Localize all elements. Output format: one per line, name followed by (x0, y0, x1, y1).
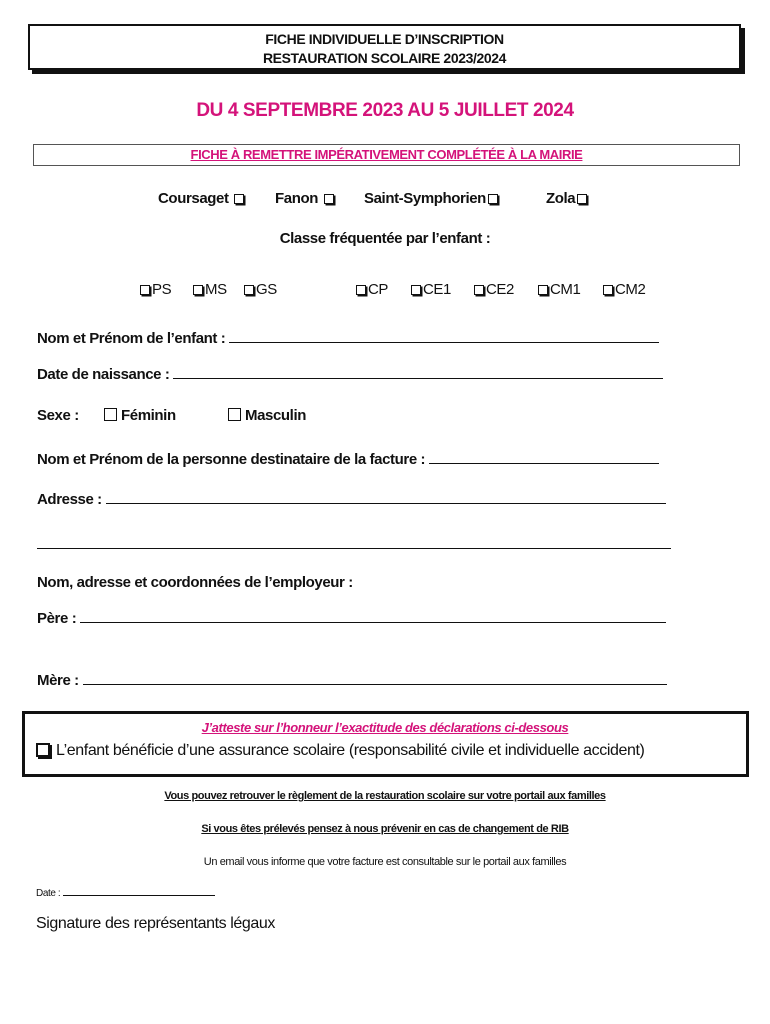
field-label: Sexe : (37, 407, 79, 424)
school-option-saint-symphorien[interactable] (364, 190, 500, 207)
checkbox-icon[interactable] (577, 194, 587, 204)
signature-label: Signature des représentants légaux (36, 915, 276, 932)
form-header (28, 24, 741, 70)
option-label: Masculin (245, 407, 306, 424)
period-dates: DU 4 SEPTEMBRE 2023 AU 5 JUILLET 2024 (196, 100, 574, 121)
field-date-naissance (37, 366, 663, 383)
level-label: CM2 (615, 281, 646, 298)
date-naissance-input-line[interactable] (173, 366, 663, 379)
checkbox-icon[interactable] (193, 285, 203, 295)
checkbox-icon[interactable] (234, 194, 244, 204)
field-employeur (37, 574, 353, 591)
field-adresse (37, 491, 666, 508)
attestation-title: J’atteste sur l’honneur l’exactitude des déclarations ci-dessous (201, 720, 569, 735)
level-option-ms[interactable] (191, 281, 227, 298)
level-label: GS (256, 281, 277, 298)
field-date (36, 886, 215, 899)
field-nom-enfant (37, 330, 659, 347)
field-label: Mère : (37, 672, 79, 689)
school-label: Coursaget (158, 190, 229, 207)
nom-enfant-input-line[interactable] (229, 330, 659, 343)
assurance-option[interactable] (34, 742, 644, 760)
school-option-zola[interactable] (546, 190, 589, 207)
field-mere (37, 672, 667, 689)
level-option-ce1[interactable] (409, 281, 451, 298)
pere-input-line[interactable] (80, 610, 666, 623)
notice-box (33, 144, 740, 166)
sexe-option-masculin[interactable] (228, 407, 306, 424)
date-label: Date : (36, 888, 61, 899)
checkbox-icon[interactable] (538, 285, 548, 295)
checkbox-icon[interactable] (324, 194, 334, 204)
level-label: PS (152, 281, 172, 298)
school-label: Zola (546, 190, 576, 207)
checkbox-icon[interactable] (228, 408, 241, 421)
rib-note: Si vous êtes prélevés pensez à nous prévenir en cas de changement de RIB (201, 823, 569, 835)
sexe-option-feminin[interactable] (104, 407, 176, 424)
destinataire-input-line[interactable] (429, 451, 659, 464)
school-label: Saint-Symphorien (364, 190, 486, 207)
field-label: Nom et Prénom de l’enfant : (37, 330, 226, 347)
field-sexe (37, 407, 79, 424)
level-option-cp[interactable] (354, 281, 388, 298)
level-option-cm2[interactable] (601, 281, 645, 298)
field-destinataire (37, 451, 659, 468)
level-option-cm1[interactable] (536, 281, 580, 298)
adresse-input-line-2[interactable] (37, 535, 671, 549)
checkbox-icon[interactable] (411, 285, 421, 295)
email-note: Un email vous informe que votre facture est consultable sur le portail aux familles (203, 856, 567, 868)
checkbox-icon[interactable] (474, 285, 484, 295)
checkbox-icon[interactable] (488, 194, 498, 204)
adresse-input-line[interactable] (106, 491, 666, 504)
school-label: Fanon (275, 190, 318, 207)
level-label: CM1 (550, 281, 581, 298)
mere-input-line[interactable] (83, 672, 667, 685)
field-label: Père : (37, 610, 77, 627)
date-input-line[interactable] (63, 886, 215, 896)
option-label: Féminin (121, 407, 176, 424)
checkbox-icon[interactable] (356, 285, 366, 295)
school-option-fanon[interactable] (275, 190, 336, 207)
checkbox-icon[interactable] (244, 285, 254, 295)
header-title-line2: RESTAURATION SCOLAIRE 2023/2024 (262, 50, 507, 66)
checkbox-icon[interactable] (36, 743, 50, 757)
assurance-label: L’enfant bénéficie d’une assurance scolaire (responsabilité civile et individuelle accident) (56, 742, 645, 759)
field-label: Date de naissance : (37, 366, 170, 383)
header-title-line1: FICHE INDIVIDUELLE D’INSCRIPTION (265, 31, 504, 47)
reglement-note: Vous pouvez retrouver le règlement de la restauration scolaire sur votre portail aux familles (164, 790, 606, 802)
field-pere (37, 610, 666, 627)
school-option-coursaget[interactable] (158, 190, 246, 207)
level-label: MS (205, 281, 227, 298)
level-option-ce2[interactable] (472, 281, 514, 298)
level-label: CE2 (486, 281, 514, 298)
checkbox-icon[interactable] (603, 285, 613, 295)
field-label: Adresse : (37, 491, 102, 508)
level-label: CP (368, 281, 389, 298)
level-option-gs[interactable] (242, 281, 277, 298)
field-label: Nom, adresse et coordonnées de l’employeur : (37, 574, 353, 591)
checkbox-icon[interactable] (104, 408, 117, 421)
checkbox-icon[interactable] (140, 285, 150, 295)
field-label: Nom et Prénom de la personne destinataire de la facture : (37, 451, 426, 468)
level-label: CE1 (423, 281, 451, 298)
level-option-ps[interactable] (138, 281, 171, 298)
classe-label: Classe fréquentée par l’enfant : (279, 230, 491, 247)
notice-text: FICHE À REMETTRE IMPÉRATIVEMENT COMPLÉTÉE À LA MAIRIE (190, 147, 583, 162)
